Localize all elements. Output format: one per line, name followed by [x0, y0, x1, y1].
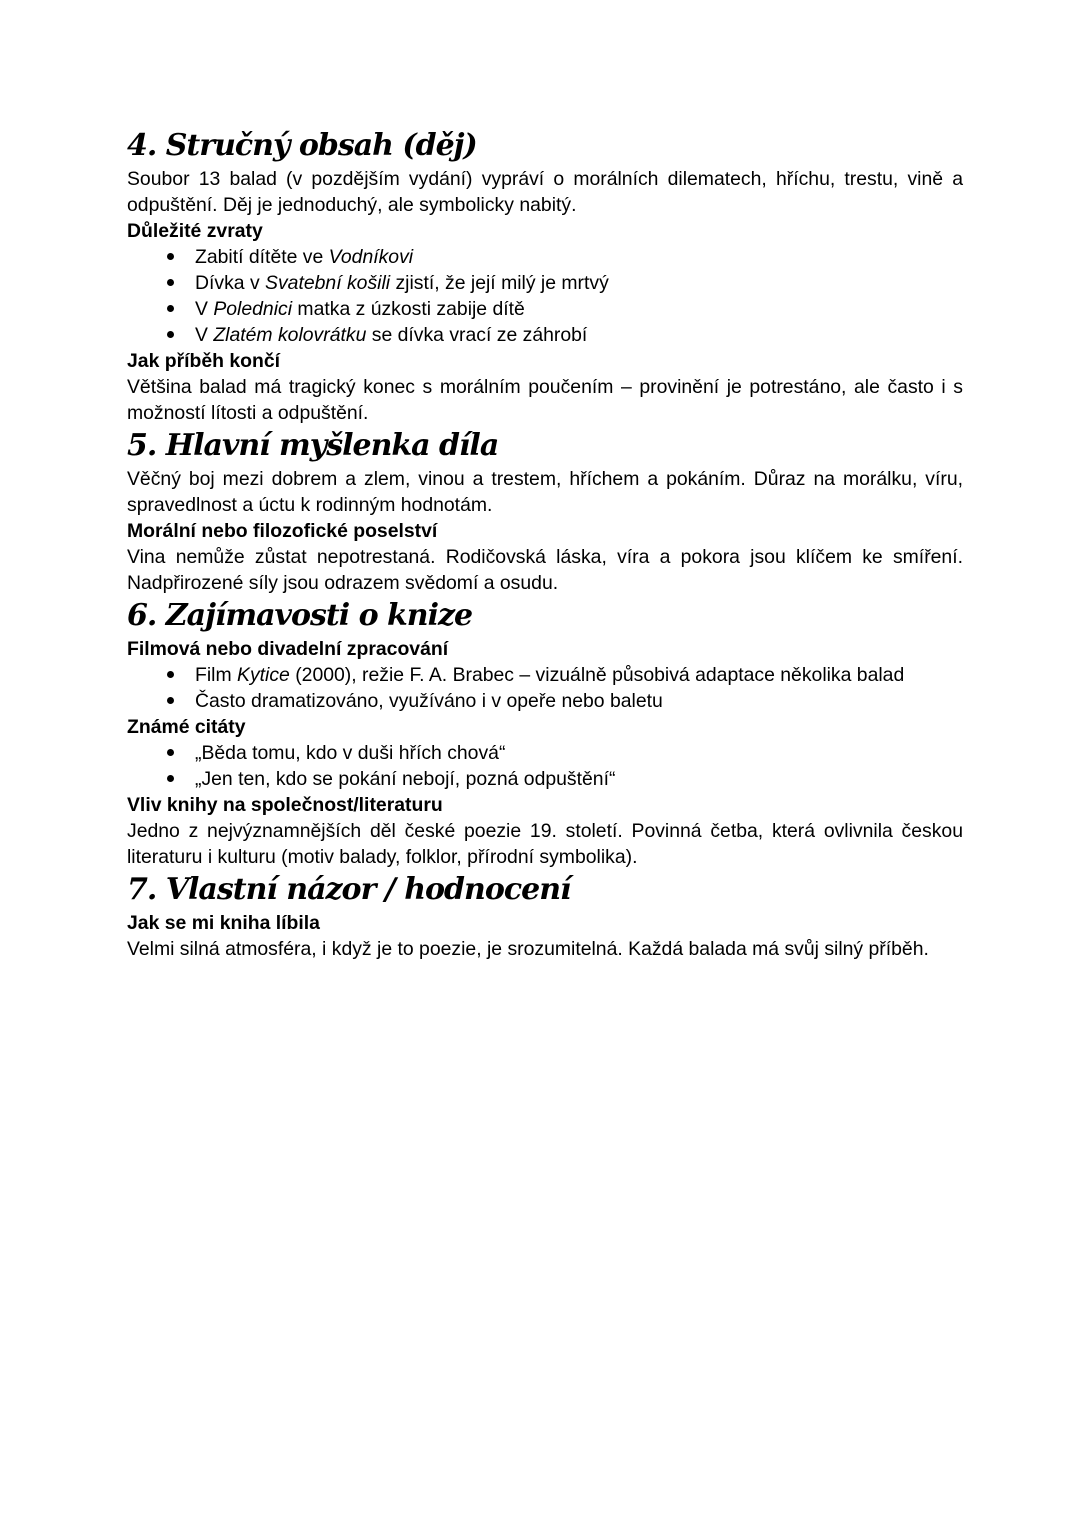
- list-item: [195, 296, 963, 322]
- section-4-ending-paragraph: Většina balad má tragický konec s morálním poučením – provinění je potrestáno, ale často i s možností lítosti a odpuštění.: [127, 376, 963, 424]
- text-run-italic: Kytice: [237, 664, 290, 686]
- section-5-message-paragraph: Vina nemůže zůstat nepotrestaná. Rodičovská láska, víra a pokora jsou klíčem ke smíření. Nadpřirozené síly jsou odrazem svědomí a osudu.: [127, 546, 963, 594]
- list-item: [195, 270, 963, 296]
- subheading-moral-message: Morální nebo filozofické poselství: [127, 520, 438, 542]
- section-6-influence-paragraph: Jedno z nejvýznamnějších děl české poezie 19. století. Povinná četba, která ovlivnila českou literaturu i kulturu (motiv balady, folklor, přírodní symbolika).: [127, 820, 963, 868]
- adaptations-bullet-list: [127, 662, 963, 714]
- text-run-italic: Svatební košili: [265, 272, 391, 294]
- text-run: „Běda tomu, kdo v duši hřích chová“: [195, 742, 506, 764]
- text-run: Film: [195, 664, 238, 686]
- text-run: „Jen ten, kdo se pokání nebojí, pozná odpuštění“: [195, 768, 616, 790]
- text-run: zjistí, že její milý je mrtvý: [390, 272, 609, 294]
- list-item: [195, 322, 963, 348]
- section-6-heading: 6. Zajímavosti o knize: [127, 598, 473, 633]
- twists-bullet-list: [127, 244, 963, 348]
- section-7-heading: 7. Vlastní názor / hodnocení: [127, 872, 571, 907]
- subheading-how-i-liked-the-book: Jak se mi kniha líbila: [127, 912, 320, 934]
- subheading-influence: Vliv knihy na společnost/literaturu: [127, 794, 443, 816]
- subheading-important-twists: Důležité zvraty: [127, 220, 263, 242]
- list-item: [195, 688, 963, 714]
- list-item: [195, 244, 963, 270]
- text-run: matka z úzkosti zabije dítě: [292, 298, 525, 320]
- list-item: [195, 662, 963, 688]
- text-run: V: [195, 298, 214, 320]
- subheading-how-story-ends: Jak příběh končí: [127, 350, 281, 372]
- text-run: Dívka v: [195, 272, 266, 294]
- text-run-italic: Zlatém kolovrátku: [213, 324, 367, 346]
- section-7-opinion-paragraph: Velmi silná atmosféra, i když je to poezie, je srozumitelná. Každá balada má svůj silný příběh.: [127, 938, 929, 960]
- section-5-heading: 5. Hlavní myšlenka díla: [127, 428, 499, 463]
- section-4-intro-paragraph: Soubor 13 balad (v pozdějším vydání) vypráví o morálních dilematech, hříchu, trestu, vině a odpuštění. Děj je jednoduchý, ale symbolicky nabitý.: [127, 168, 963, 216]
- subheading-film-theatre-adaptations: Filmová nebo divadelní zpracování: [127, 638, 449, 660]
- quotes-bullet-list: [127, 740, 963, 792]
- list-item: [195, 766, 963, 792]
- text-run: Zabití dítěte ve: [195, 246, 329, 268]
- subheading-famous-quotes: Známé citáty: [127, 716, 246, 738]
- text-run: Často dramatizováno, využíváno i v opeře nebo baletu: [195, 690, 663, 712]
- text-run: V: [195, 324, 214, 346]
- section-5-idea-paragraph: Věčný boj mezi dobrem a zlem, vinou a trestem, hříchem a pokáním. Důraz na morálku, víru, spravedlnost a úctu k rodinným hodnotám.: [127, 468, 963, 516]
- text-run-italic: Polednici: [213, 298, 293, 320]
- list-item: [195, 740, 963, 766]
- section-4-heading: 4. Stručný obsah (děj): [127, 128, 477, 163]
- text-run-italic: Vodníkovi: [328, 246, 414, 268]
- text-run: se dívka vrací ze záhrobí: [366, 324, 588, 346]
- text-run: (2000), režie F. A. Brabec – vizuálně působivá adaptace několika balad: [289, 664, 905, 686]
